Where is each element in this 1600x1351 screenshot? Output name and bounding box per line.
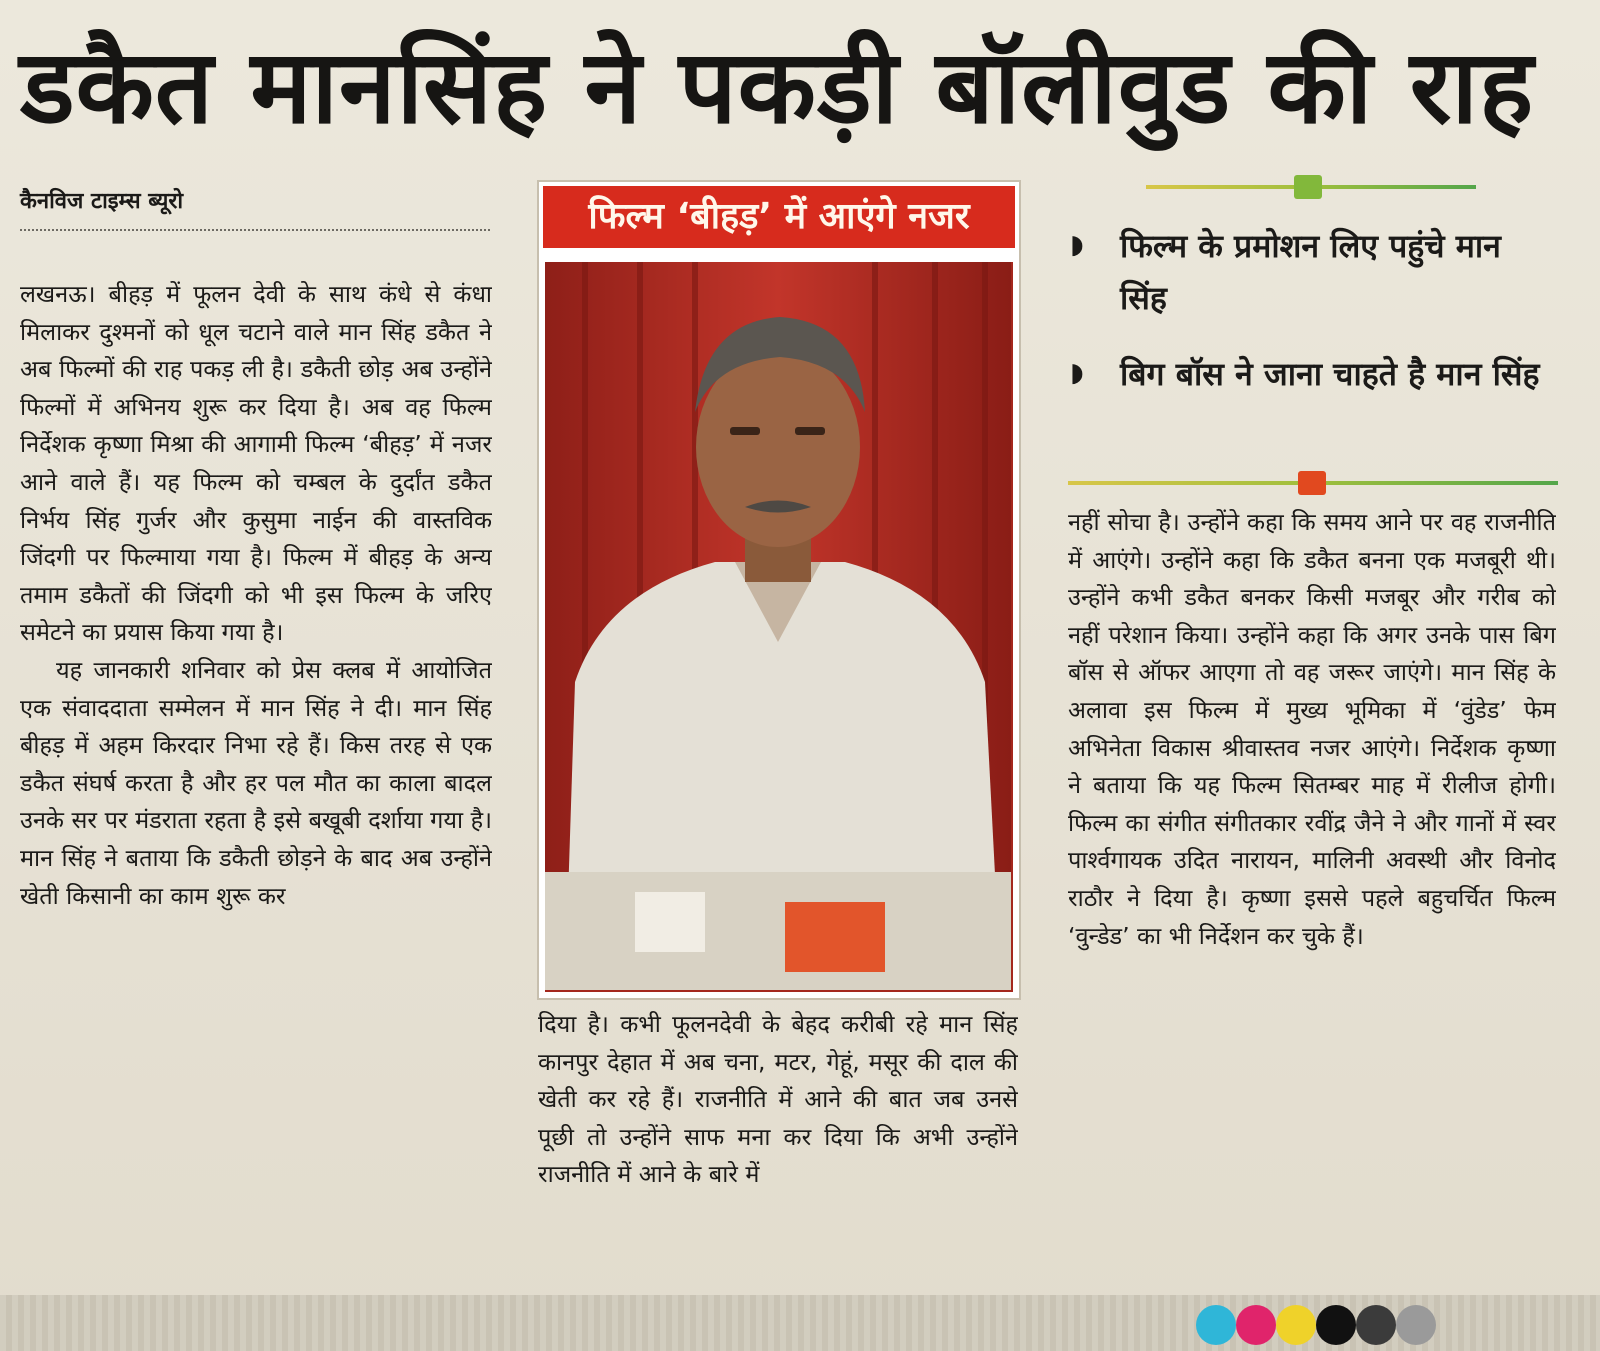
- article-paragraph: नहीं सोचा है। उन्होंने कहा कि समय आने पर वह राजनीति में आएंगे। उन्होंने कहा कि डकैत बनना एक मजबूरी थी। उन्होंने कभी डकैत बनकर किसी मजबूर और गरीब को नहीं परेशान किया। उन्होंने कहा कि अगर उनके पास बिग बॉस से ऑफर आएगा तो वह जरूर जाएंगे। मान सिंह के अलावा इस फिल्म में मुख्य भूमिका में ‘वुंडेड’ फेम अभिनेता विकास श्रीवास्तव नजर आएंगे। निर्देशक कृष्णा ने बताया कि यह फिल्म सितम्बर माह में रीलीज होगी। फिल्म का संगीत संगीतकार रवींद्र जैने ने और गानों में स्वर पार्श्वगायक उदित नारायन, मालिनी अवस्थी और विनोद राठौर ने दिया है। कृष्णा इससे पहले बहुचर्चित फिल्म ‘वुन्डेड’ का भी निर्देशन कर चुके हैं।: [1068, 508, 1556, 950]
- highlight-pointers: [1068, 220, 1548, 424]
- pointer-arrow-icon: ◗: [1070, 358, 1084, 388]
- decorative-rule: [1068, 481, 1558, 485]
- photo-caption: फिल्म ‘बीहड़’ में आएंगे नजर: [543, 186, 1015, 248]
- photo-man-at-press-conference: [545, 262, 1013, 992]
- pointer-text: बिग बॉस ने जाना चाहते है मान सिंह: [1120, 355, 1540, 393]
- press-photo-illustration: [545, 262, 1011, 990]
- registration-dot: [1356, 1305, 1396, 1345]
- decorative-rule: [1146, 185, 1476, 189]
- article-paragraph: दिया है। कभी फूलनदेवी के बेहद करीबी रहे मान सिंह कानपुर देहात में अब चना, मटर, गेहूं, मसूर की दाल की खेती कर रहे हैं। राजनीति में आने की बात जब उनसे पूछी तो उन्होंने साफ मना कर दिया कि अभी उन्होंने राजनीति में आने के बारे में: [538, 1010, 1018, 1189]
- registration-dot: [1276, 1305, 1316, 1345]
- registration-dot: [1316, 1305, 1356, 1345]
- pointer-item: [1068, 348, 1548, 400]
- pointer-item: [1068, 220, 1548, 324]
- registration-dot: [1396, 1305, 1436, 1345]
- registration-marks: [1196, 1305, 1446, 1347]
- headline: डकैत मानसिंह ने पकड़ी बॉलीवुड की राह: [20, 28, 1535, 147]
- photo-block: [537, 180, 1021, 1000]
- registration-dot: [1236, 1305, 1276, 1345]
- rule-knob: [1294, 175, 1322, 199]
- article-column-1: [20, 276, 492, 1276]
- article-column-2: [538, 1006, 1018, 1276]
- byline: कैनविज टाइम्स ब्यूरो: [20, 187, 490, 231]
- pointer-text: फिल्म के प्रमोशन लिए पहुंचे मान सिंह: [1120, 227, 1501, 317]
- article-paragraph: लखनऊ। बीहड़ में फूलन देवी के साथ कंधे से कंधा मिलाकर दुश्मनों को धूल चटाने वाले मान सिंह डकैत ने अब फिल्मों की राह पकड़ ली है। डकैती छोड़ अब उन्होंने फिल्मों में अभिनय शुरू कर दिया है। अब वह फिल्म निर्देशक कृष्णा मिश्रा की आगामी फिल्म ‘बीहड़’ में नजर आने वाले हैं। यह फिल्म को चम्बल के दुर्दांत डकैत निर्भय सिंह गुर्जर और कुसुमा नाईन की वास्तविक जिंदगी पर फिल्माया गया है। फिल्म में बीहड़ के अन्य तमाम डकैतों की जिंदगी को भी इस फिल्म के जरिए समेटने का प्रयास किया गया है।: [20, 280, 492, 647]
- article-column-3: [1068, 504, 1556, 1274]
- registration-dot: [1196, 1305, 1236, 1345]
- rule-knob: [1298, 471, 1326, 495]
- pointer-arrow-icon: ◗: [1070, 230, 1084, 260]
- article-paragraph: यह जानकारी शनिवार को प्रेस क्लब में आयोजित एक संवाददाता सम्मेलन में मान सिंह ने दी। मान सिंह बीहड़ में अहम किरदार निभा रहे हैं। किस तरह से एक डकैत संघर्ष करता है और हर पल मौत का काला बादल उनके सर पर मंडराता रहता है इसे बखूबी दर्शाया गया है। मान सिंह ने बताया कि डकैती छोड़ने के बाद अब उन्होंने खेती किसानी का काम शुरू कर: [20, 655, 492, 910]
